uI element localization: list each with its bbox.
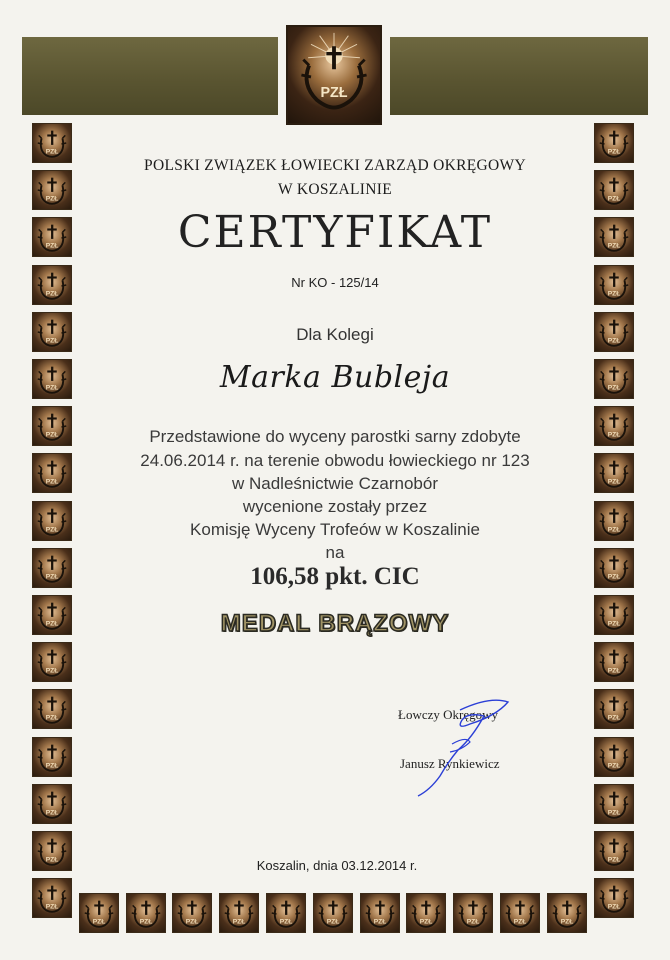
place-date: Koszalin, dnia 03.12.2014 r. [256,858,418,873]
svg-text:PZŁ: PZŁ [45,903,59,911]
svg-text:PZŁ: PZŁ [92,918,106,926]
deer-antler-cross-icon [360,893,400,933]
deer-antler-cross-icon [500,893,540,933]
svg-text:PZŁ: PZŁ [45,478,59,486]
svg-text:PZŁ: PZŁ [45,762,59,770]
svg-text:PZŁ: PZŁ [326,918,340,926]
deer-antler-cross-icon [594,737,634,777]
deer-antler-cross-icon [219,893,259,933]
body-line: Komisję Wyceny Trofeów w Koszalinie [190,520,480,539]
svg-text:PZŁ: PZŁ [45,290,59,298]
signature-name: Janusz Rynkiewicz [400,756,500,771]
body-line: 24.06.2014 r. na terenie obwodu łowieckiego nr 123 [140,451,530,470]
svg-text:PZŁ: PZŁ [607,620,621,628]
deer-antler-cross-icon [126,893,166,933]
deer-antler-cross-icon [313,893,353,933]
svg-text:PZŁ: PZŁ [232,918,246,926]
svg-text:PZŁ: PZŁ [607,762,621,770]
svg-text:PZŁ: PZŁ [45,148,59,156]
svg-text:PZŁ: PZŁ [45,431,59,439]
svg-text:PZŁ: PZŁ [45,384,59,392]
svg-text:PZŁ: PZŁ [607,667,621,675]
svg-text:PZŁ: PZŁ [607,809,621,817]
deer-antler-cross-icon [594,689,634,729]
svg-text:PZŁ: PZŁ [607,195,621,203]
score: 106,58 pkt. CIC [250,563,420,590]
svg-text:PZŁ: PZŁ [45,809,59,817]
top-band-left [22,37,278,115]
svg-text:PZŁ: PZŁ [607,573,621,581]
deer-antler-cross-icon [406,893,446,933]
svg-text:PZŁ: PZŁ [45,337,59,345]
deer-antler-cross-icon [594,642,634,682]
svg-text:PZŁ: PZŁ [45,856,59,864]
top-band-right [390,37,648,115]
svg-text:PZŁ: PZŁ [45,667,59,675]
svg-text:PZŁ: PZŁ [607,714,621,722]
svg-text:PZŁ: PZŁ [45,714,59,722]
body-line: na [325,543,345,562]
body-line: Przedstawione do wyceny parostki sarny zdobyte [149,427,521,446]
svg-text:PZŁ: PZŁ [607,526,621,534]
svg-text:PZŁ: PZŁ [607,431,621,439]
svg-text:PZŁ: PZŁ [45,573,59,581]
svg-text:PZŁ: PZŁ [419,918,433,926]
deer-antler-cross-icon [547,893,587,933]
organization-line2: W KOSZALINIE [278,181,392,198]
deer-antler-cross-icon [594,878,634,918]
medal-label: MEDAL BRĄZOWY [220,610,450,637]
svg-text:PZŁ: PZŁ [45,526,59,534]
signature-role: Łowczy Okręgowy [398,707,498,722]
svg-text:PZŁ: PZŁ [607,290,621,298]
organization-line1: POLSKI ZWIĄZEK ŁOWIECKI ZARZĄD OKRĘGOWY [144,157,526,174]
svg-text:PZŁ: PZŁ [185,918,199,926]
svg-text:PZŁ: PZŁ [45,195,59,203]
deer-antler-cross-icon [32,642,72,682]
deer-antler-cross-icon [594,784,634,824]
deer-antler-cross-icon [79,893,119,933]
certificate-number: Nr KO - 125/14 [291,275,379,290]
body-line: w Nadleśnictwie Czarnobór [232,474,438,493]
deer-antler-cross-icon [453,893,493,933]
logo-text: PZŁ [320,85,348,102]
svg-text:PZŁ: PZŁ [607,903,621,911]
body-line: wycenione zostały przez [242,497,428,516]
svg-text:PZŁ: PZŁ [607,384,621,392]
salutation: Dla Kolegi [296,325,374,344]
deer-antler-cross-icon [32,784,72,824]
pzl-emblem-icon [286,25,382,125]
svg-text:PZŁ: PZŁ [45,242,59,250]
handwritten-signature [400,690,520,800]
recipient-name: Marka Bubleja [219,360,451,395]
deer-antler-cross-icon [32,737,72,777]
svg-text:PZŁ: PZŁ [466,918,480,926]
svg-text:PZŁ: PZŁ [279,918,293,926]
deer-antler-cross-icon [172,893,212,933]
deer-antler-cross-icon [266,893,306,933]
svg-text:PZŁ: PZŁ [513,918,527,926]
svg-text:PZŁ: PZŁ [560,918,574,926]
certificate-title: CERTYFIKAT [177,207,493,258]
svg-text:PZŁ: PZŁ [607,337,621,345]
svg-text:PZŁ: PZŁ [607,148,621,156]
deer-antler-cross-icon [32,878,72,918]
deer-antler-cross-icon [32,689,72,729]
svg-text:PZŁ: PZŁ [373,918,387,926]
svg-text:PZŁ: PZŁ [607,856,621,864]
svg-text:PZŁ: PZŁ [139,918,153,926]
svg-text:PZŁ: PZŁ [607,478,621,486]
svg-text:PZŁ: PZŁ [45,620,59,628]
svg-text:PZŁ: PZŁ [607,242,621,250]
